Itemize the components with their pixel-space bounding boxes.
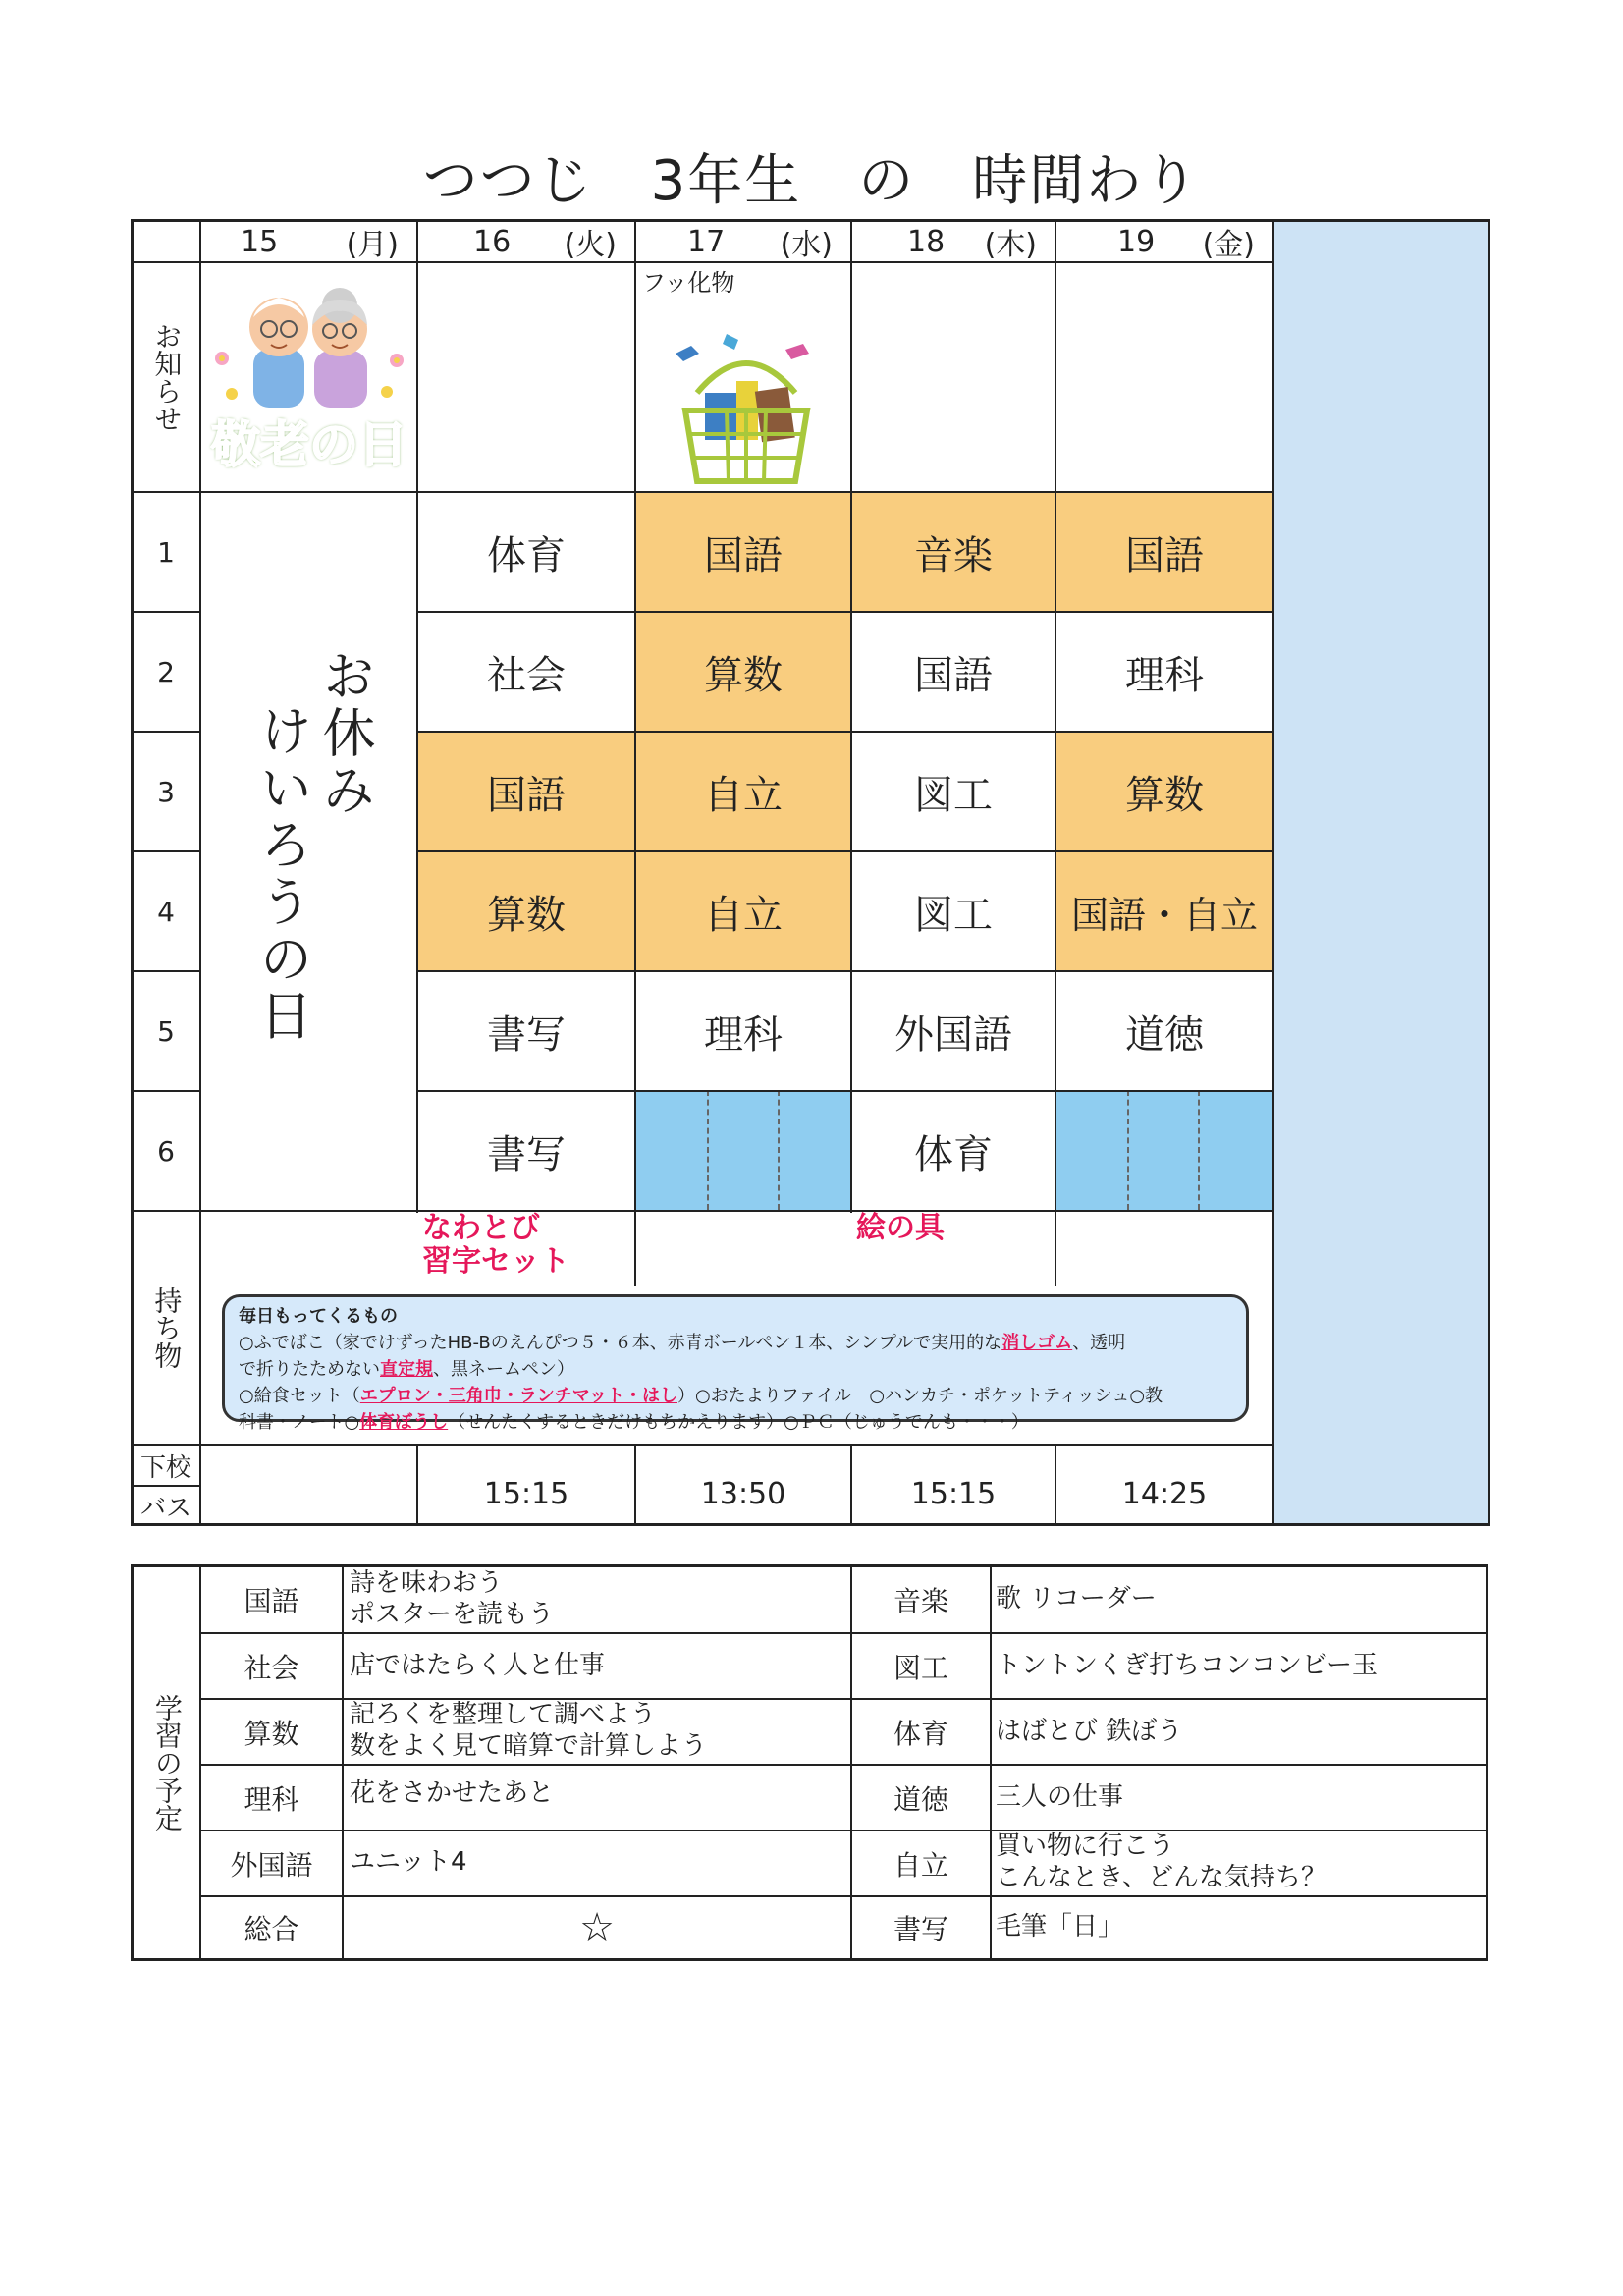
class-thu-1: 音楽 — [914, 532, 993, 578]
class-thu-4: 図工 — [914, 892, 993, 938]
daily-line: ○ふでばこ（家でけずったHB-Bのえんぴつ５・６本、赤青ボールペン１本、シンプルで実用的な — [239, 1333, 1002, 1353]
daily-line: 科書・ノート○ — [239, 1412, 360, 1433]
plan-subject: 国語 — [243, 1585, 299, 1617]
plan-text: 花をさかせたあと — [350, 1778, 555, 1808]
plan-subject: 算数 — [243, 1717, 299, 1750]
plan-subject: 社会 — [243, 1651, 299, 1684]
class-tue-1: 体育 — [487, 532, 566, 578]
plan-subject: 自立 — [893, 1848, 948, 1882]
class-fri-1: 国語 — [1125, 532, 1204, 578]
bus-time-fri: 14:25 — [1121, 1476, 1208, 1511]
day-of-week: (木) — [984, 228, 1037, 262]
daily-items-heading: 毎日もってくるもの — [239, 1306, 398, 1327]
notice-label-text: お知らせ — [150, 322, 184, 432]
plan-text: 買い物に行こう — [996, 1831, 1175, 1861]
daily-highlight: エプロン・三角巾・ランチマット・はし — [359, 1386, 677, 1406]
class-fri-3: 算数 — [1125, 772, 1204, 818]
plan-subject: 書写 — [893, 1913, 948, 1945]
bus-time-wed: 13:50 — [700, 1476, 786, 1511]
class-fri-4: 国語・自立 — [1070, 893, 1258, 937]
class-wed-4: 自立 — [704, 892, 783, 938]
class-tue-2: 社会 — [487, 652, 566, 698]
plan-text: トントンくぎ打ちコンコンビー玉 — [996, 1651, 1378, 1680]
plan-subject: 道徳 — [893, 1782, 948, 1816]
day-header-wed — [636, 222, 850, 261]
plan-subject: 総合 — [243, 1913, 299, 1945]
respect-for-aged-logo-text: 敬老の日 — [211, 416, 407, 473]
day-header-mon — [201, 222, 416, 261]
bus-time-thu: 15:15 — [910, 1476, 997, 1511]
plan-subject: 図工 — [893, 1651, 948, 1684]
class-wed-3: 自立 — [704, 772, 783, 818]
class-thu-6: 体育 — [914, 1131, 993, 1177]
holiday-line1: お休み — [314, 648, 376, 819]
item-paints: 絵の具 — [856, 1211, 945, 1245]
day-header-thu — [852, 222, 1055, 261]
plan-text: はばとび 鉄ぼう — [996, 1717, 1183, 1746]
daily-highlight: 消しゴム — [1001, 1333, 1073, 1353]
daily-line: で折りたためない — [239, 1359, 380, 1380]
period-number: 4 — [157, 895, 175, 928]
period-number: 2 — [157, 655, 175, 688]
class-thu-2: 国語 — [914, 652, 993, 698]
bus-time-tue: 15:15 — [483, 1476, 569, 1511]
plan-subject: 音楽 — [893, 1585, 948, 1617]
shopping-basket-icon — [668, 324, 825, 486]
class-fri-5: 道徳 — [1125, 1011, 1204, 1058]
holiday-line2: けいろうの日 — [251, 703, 313, 1045]
plan-text: 店ではたらく人と仕事 — [350, 1651, 606, 1680]
plan-text: 詩を味わおう — [350, 1568, 504, 1598]
items-label-text: 持ち物 — [150, 1286, 184, 1369]
day-of-week: (金) — [1202, 228, 1255, 262]
day-date: 15 — [241, 224, 279, 259]
period-number: 3 — [157, 775, 175, 808]
bus-label-2: バス — [139, 1493, 191, 1523]
study-plan-label — [134, 1567, 199, 1958]
day-date: 16 — [473, 224, 512, 259]
plan-text: 数をよく見て暗算で計算しよう — [350, 1731, 708, 1761]
daily-line: （せんたくするときだけもちかえります）○ＰＣ（じゅうでんも・・・） — [448, 1412, 1029, 1433]
period-number: 6 — [157, 1134, 175, 1168]
day-header-tue — [418, 222, 634, 261]
plan-subject: 理科 — [243, 1782, 299, 1816]
page-title: つつじ 3年生 の 時間わり — [422, 149, 1201, 213]
day-date: 17 — [687, 224, 726, 259]
plan-text: 記ろくを整理して調べよう — [350, 1700, 657, 1729]
day-date: 19 — [1117, 224, 1156, 259]
day-date: 18 — [907, 224, 946, 259]
daily-highlight: 体育ぼうし — [359, 1412, 449, 1433]
fluoride-notice: フッ化物 — [642, 269, 735, 297]
class-wed-5: 理科 — [704, 1011, 783, 1058]
daily-line: ）○おたよりファイル ○ハンカチ・ポケットティッシュ○教 — [677, 1386, 1163, 1406]
daily-items-box — [222, 1294, 1249, 1433]
daily-line: ○給食セット（ — [239, 1386, 360, 1406]
plan-text: 毛筆「日」 — [996, 1912, 1124, 1941]
item-jump-rope: なわとび — [422, 1211, 540, 1245]
day-of-week: (月) — [346, 228, 399, 262]
day-of-week: (火) — [564, 228, 617, 262]
day-header-fri — [1056, 222, 1272, 261]
study-plan-label-text: 学習の予定 — [150, 1694, 184, 1831]
daily-line: 、黒ネームペン） — [433, 1359, 574, 1380]
items-label — [133, 1212, 199, 1444]
class-wed-2: 算数 — [704, 652, 783, 698]
class-thu-3: 図工 — [914, 772, 993, 818]
respect-for-aged-illustration — [204, 270, 412, 486]
holiday-notice — [236, 638, 383, 1070]
class-tue-5: 書写 — [487, 1011, 566, 1058]
plan-text: こんなとき、どんな気持ち？ — [996, 1863, 1326, 1892]
daily-line: 、透明 — [1072, 1333, 1126, 1353]
item-calligraphy-set: 習字セット — [422, 1244, 569, 1279]
class-thu-5: 外国語 — [894, 1011, 1012, 1058]
plan-text: 三人の仕事 — [996, 1782, 1124, 1812]
class-fri-2: 理科 — [1125, 652, 1204, 698]
class-wed-1: 国語 — [704, 532, 783, 578]
plan-text: 歌 リコーダー — [996, 1584, 1157, 1613]
plan-subject: 外国語 — [230, 1848, 313, 1882]
plan-subject: 体育 — [893, 1717, 948, 1750]
period-number: 1 — [157, 535, 175, 569]
plan-text: ユニット4 — [350, 1847, 467, 1877]
daily-highlight: 直定規 — [380, 1359, 433, 1380]
period-number: 5 — [157, 1014, 175, 1048]
notice-label — [133, 263, 199, 491]
day-of-week: (水) — [780, 228, 833, 262]
bus-label-1: 下校 — [139, 1452, 191, 1483]
plan-text: ポスターを読もう — [350, 1600, 555, 1629]
star-icon: ☆ — [579, 1905, 615, 1950]
shopping-basket-illustration — [668, 324, 825, 486]
class-tue-4: 算数 — [487, 892, 566, 938]
class-tue-3: 国語 — [487, 772, 566, 818]
class-tue-6: 書写 — [487, 1131, 566, 1177]
